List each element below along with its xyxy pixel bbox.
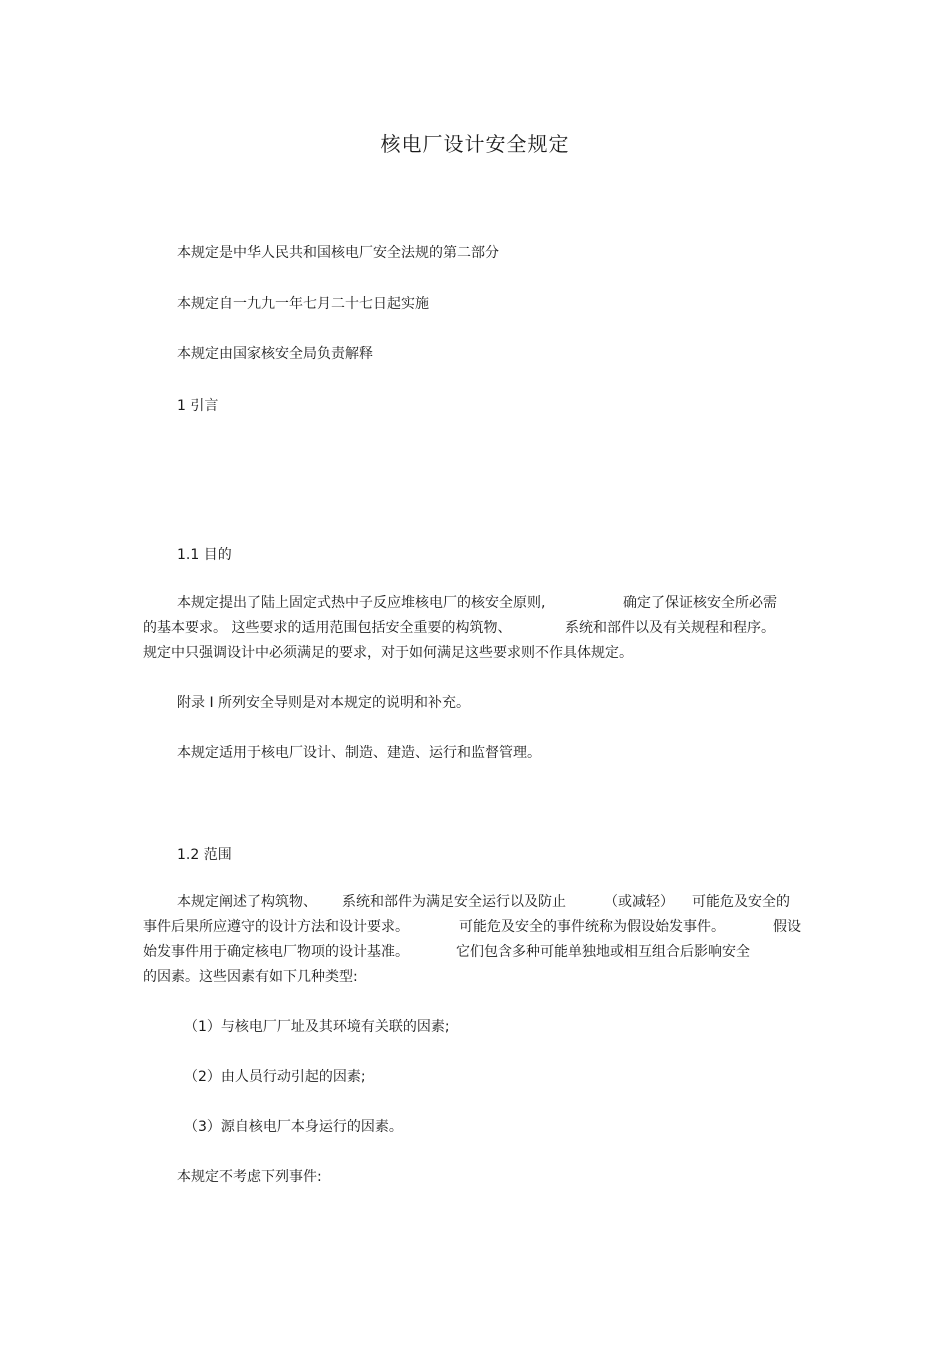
- list-item: （2）由人员行动引起的因素;: [184, 1069, 366, 1085]
- section-1-2-para-1-line-3: [0, 943, 950, 961]
- document-title: 核电厂设计安全规定: [380, 132, 570, 156]
- text-segment: 始发事件用于确定核电厂物项的设计基准。: [143, 944, 409, 960]
- text-segment: 系统和部件以及有关规程和程序。: [565, 620, 775, 636]
- text-segment: 可能危及安全的事件统称为假设始发事件。: [459, 919, 725, 935]
- list-item: （1）与核电厂厂址及其环境有关联的因素;: [184, 1019, 450, 1035]
- section-1-heading: 1 引言: [177, 398, 219, 414]
- section-1-2-para-1-line-2: [0, 918, 950, 936]
- list-item: （3）源自核电厂本身运行的因素。: [184, 1119, 403, 1135]
- text-segment: 本规定提出了陆上固定式热中子反应堆核电厂的核安全原则,: [177, 595, 546, 611]
- text-segment: 本规定阐述了构筑物、: [177, 894, 317, 910]
- section-1-1-para-2: 附录 Ⅰ 所列安全导则是对本规定的说明和补充。: [177, 695, 471, 711]
- preamble-line-3: 本规定由国家核安全局负责解释: [177, 346, 373, 362]
- section-1-2-para-1-line-4: 的因素。这些因素有如下几种类型:: [143, 969, 358, 985]
- preamble-line-2: 本规定自一九九一年七月二十七日起实施: [177, 296, 429, 312]
- section-1-2-para-1-line-1: [0, 893, 950, 911]
- section-1-1-para-3: 本规定适用于核电厂设计、制造、建造、运行和监督管理。: [177, 745, 541, 761]
- text-segment: 它们包含多种可能单独地或相互组合后影响安全: [456, 944, 750, 960]
- text-segment: 系统和部件为满足安全运行以及防止: [342, 894, 566, 910]
- section-1-2-heading: 1.2 范围: [177, 847, 232, 863]
- preamble-line-1: 本规定是中华人民共和国核电厂安全法规的第二部分: [177, 245, 499, 261]
- section-1-2-closing: 本规定不考虑下列事件:: [177, 1169, 322, 1185]
- section-1-1-para-1-line-2: [0, 619, 950, 637]
- text-segment: 确定了保证核安全所必需: [623, 595, 777, 611]
- section-1-1-heading: 1.1 目的: [177, 547, 232, 563]
- section-1-1-para-1-line-1: [0, 594, 950, 612]
- text-segment: 假设: [773, 919, 801, 935]
- text-segment: 的基本要求。 这些要求的适用范围包括安全重要的构筑物、: [143, 620, 512, 636]
- section-1-1-para-1-line-3: 规定中只强调设计中必须满足的要求，对于如何满足这些要求则不作具体规定。: [143, 645, 633, 661]
- text-segment: 可能危及安全的: [692, 894, 790, 910]
- text-segment: （或减轻）: [604, 894, 674, 910]
- text-segment: 事件后果所应遵守的设计方法和设计要求。: [143, 919, 409, 935]
